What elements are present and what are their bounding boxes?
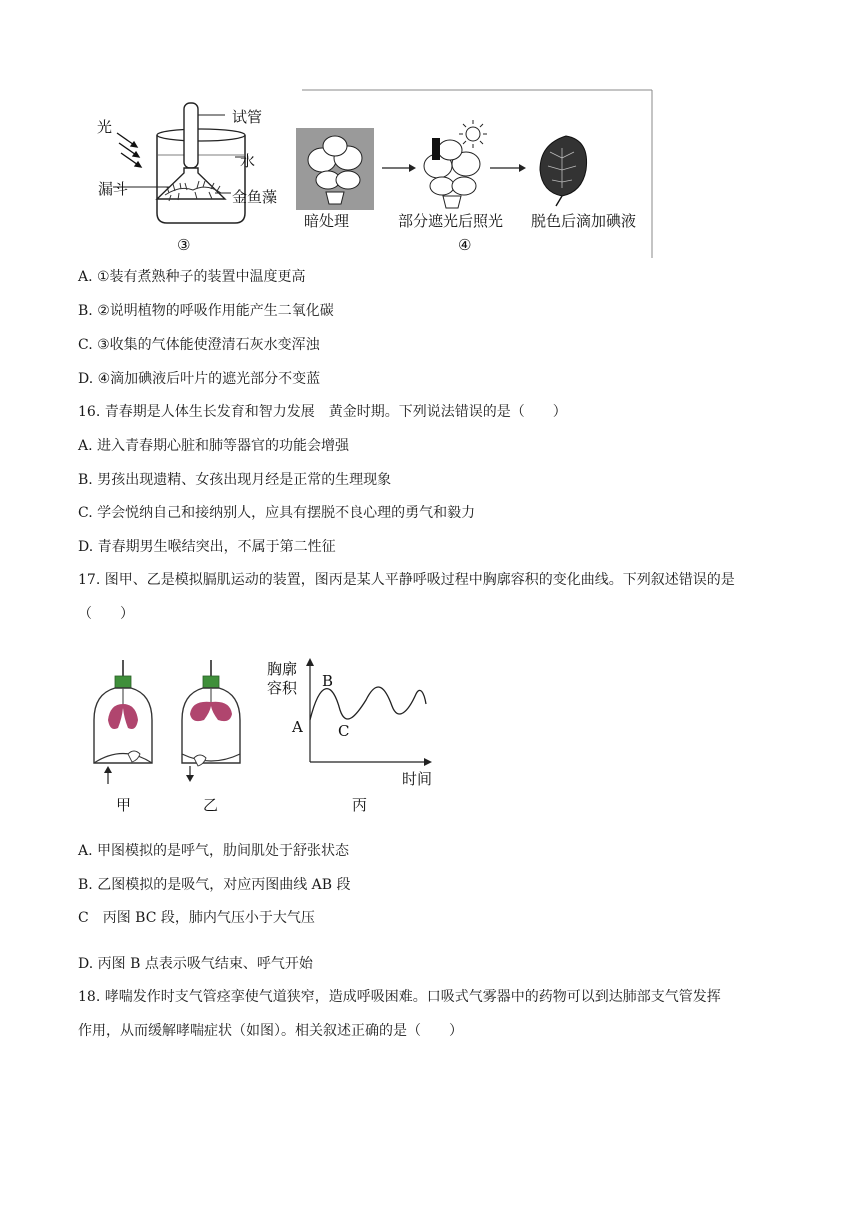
q17-option-a: A. 甲图模拟的是呼气，肋间肌处于舒张状态: [78, 843, 350, 859]
q17-stem-line2: （ ）: [78, 606, 134, 622]
graph-xlabel: 时间: [402, 770, 433, 788]
plant-label: 金鱼藻: [232, 188, 278, 206]
q18-stem-line1: 18. 哮喘发作时支气管痉挛使气道狭窄，造成呼吸困难。口吸式气雾器中的药物可以到达肺部支气管发挥: [78, 989, 721, 1005]
q17-option-b: B. 乙图模拟的是吸气，对应丙图曲线 AB 段: [78, 877, 351, 893]
q15-option-c: C. ③收集的气体能使澄清石灰水变浑浊: [78, 337, 320, 353]
bell-jar-yi: [176, 658, 246, 788]
figure-3-number: ③: [177, 236, 191, 254]
point-b-label: B: [322, 672, 334, 690]
label-jia: 甲: [116, 796, 132, 814]
q17-stem-line1: 17. 图甲、乙是模拟膈肌运动的装置，图丙是某人平静呼吸过程中胸廓容积的变化曲线。下列叙述错误的是: [78, 572, 735, 588]
volume-curve: [310, 687, 426, 720]
q16-option-c: C. 学会悦纳自己和接纳别人，应具有摆脱不良心理的勇气和毅力: [78, 505, 476, 521]
graph-ylabel-1: 胸廓: [267, 660, 298, 678]
potted-plant-covered: [424, 138, 480, 208]
light-rays: [117, 133, 141, 167]
figure-4-number: ④: [458, 236, 472, 254]
funnel-label: 漏斗: [98, 180, 129, 198]
step-dark-treatment: 暗处理: [304, 212, 350, 230]
bell-jar-jia: [88, 658, 158, 788]
q18-stem-line2: 作用，从而缓解哮喘症状（如图）。相关叙述正确的是（ ）: [78, 1023, 463, 1039]
chest-volume-graph: [286, 650, 436, 780]
q16-stem: 16. 青春期是人体生长发育和智力发展 黄金时期。下列说法错误的是（ ）: [78, 404, 567, 420]
q17-option-d: D. 丙图 B 点表示吸气结束、呼气开始: [78, 956, 313, 972]
funnel: [157, 168, 225, 199]
sun-icon: [459, 120, 487, 148]
q15-option-d: D. ④滴加碘液后叶片的遮光部分不变蓝: [78, 371, 321, 387]
light-label: 光: [97, 118, 113, 136]
q17-option-c: C 丙图 BC 段，肺内气压小于大气压: [78, 910, 315, 926]
q16-option-b: B. 男孩出现遗精、女孩出现月经是正常的生理现象: [78, 472, 392, 488]
label-yi: 乙: [203, 796, 219, 814]
q16-option-d: D. 青春期男生喉结突出，不属于第二性征: [78, 539, 336, 555]
q16-option-a: A. 进入青春期心脏和肺等器官的功能会增强: [78, 438, 350, 454]
starch-experiment-diagram: [290, 88, 655, 260]
q15-option-b: B. ②说明植物的呼吸作用能产生二氧化碳: [78, 303, 334, 319]
point-a-label: A: [292, 718, 303, 736]
graph-ylabel-2: 容积: [267, 679, 298, 697]
q15-option-a: A. ①装有煮熟种子的装置中温度更高: [78, 269, 306, 285]
stained-leaf: [540, 136, 587, 206]
step-iodine: 脱色后滴加碘液: [531, 212, 637, 230]
test-tube: [184, 103, 198, 168]
point-c-label: C: [338, 722, 350, 740]
step-partial-cover: 部分遮光后照光: [398, 212, 504, 230]
black-paper-cover: [432, 138, 440, 160]
tube-label: 试管: [232, 108, 263, 126]
water-label: 水: [240, 152, 256, 170]
label-bing: 丙: [352, 796, 368, 814]
